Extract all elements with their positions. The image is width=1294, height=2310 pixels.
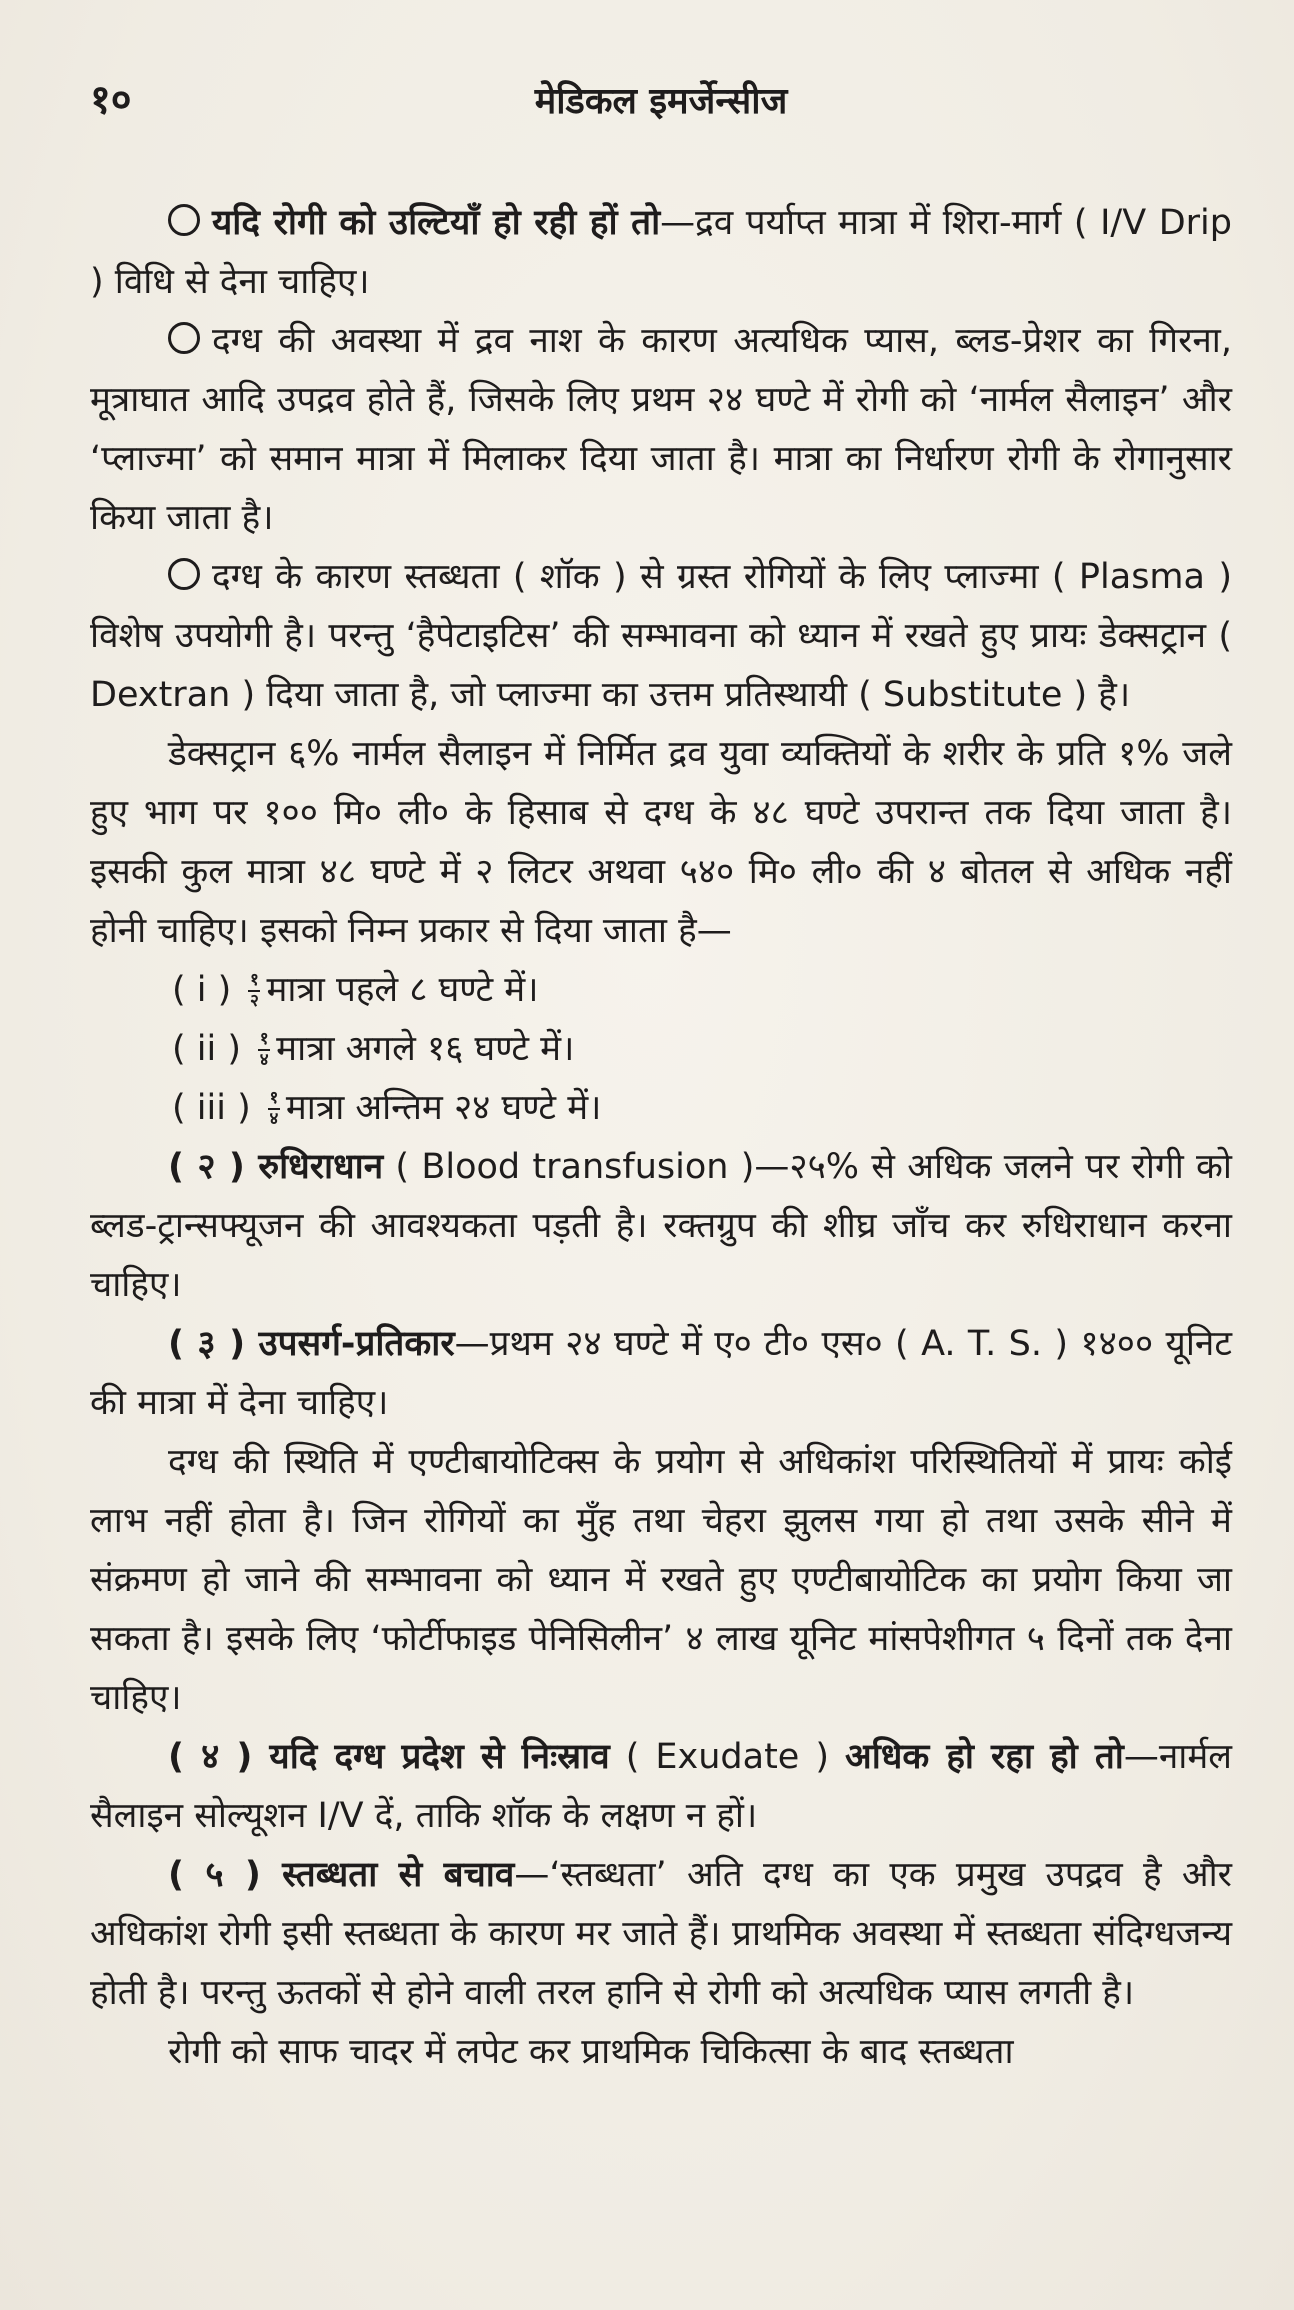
- paragraph-dextran: [90, 725, 1232, 961]
- paragraph-antibiotics: [90, 1433, 1232, 1728]
- fraction-denominator: ४: [269, 1109, 279, 1129]
- section-heading: ( २ ) रुधिराधान: [168, 1147, 384, 1187]
- paragraph-text: दग्ध के कारण स्तब्धता ( शॉक ) से ग्रस्त रोगियों के लिए प्लाज्मा ( Plasma ) विशेष उपयोगी है। परन्तु ‘हैपेटाइटिस’ की सम्भावना को ध्यान में रखते हुए प्रायः डेक्सट्रान ( Dextran ) दिया जाता है, जो प्लाज्मा का उत्तम प्रतिस्थायी ( Substitute ) है।: [90, 557, 1232, 715]
- page-header: [90, 70, 1232, 130]
- paragraph-shock-prevention: [90, 1846, 1232, 2023]
- circle-bullet-icon: [168, 204, 200, 236]
- paragraph-blood-transfusion: [90, 1138, 1232, 1315]
- page-number: १०: [90, 77, 132, 123]
- fraction-numerator: १: [250, 970, 259, 990]
- paragraph-text: डेक्सट्रान ६% नार्मल सैलाइन में निर्मित द्रव युवा व्यक्तियों के शरीर के प्रति १% जले हुए भाग पर १०० मि० ली० के हिसाब से दग्ध के ४८ घण्टे उपरान्त तक दिया जाता है। इसकी कुल मात्रा ४८ घण्टे में २ लिटर अथवा ५४० मि० ली० की ४ बोतल से अधिक नहीं होनी चाहिए। इसको निम्न प्रकार से दिया जाता है—: [90, 734, 1232, 951]
- list-item: [90, 1079, 1232, 1138]
- section-heading-continued: अधिक हो रहा हो तो: [845, 1737, 1124, 1777]
- paragraph-vomiting: [90, 194, 1232, 312]
- paragraph-text: ( Exudate ): [609, 1737, 846, 1777]
- section-heading: ( ४ ) यदि दग्ध प्रदेश से निःस्राव: [168, 1737, 610, 1777]
- section-heading: ( ३ ) उपसर्ग-प्रतिकार: [168, 1324, 455, 1364]
- fraction: [258, 1031, 270, 1069]
- section-heading: ( ५ ) स्तब्धता से बचाव: [168, 1855, 515, 1895]
- list-item-number: ( i ): [172, 970, 232, 1010]
- fraction-numerator: १: [259, 1029, 269, 1049]
- fraction-denominator: २: [250, 991, 259, 1011]
- list-item-number: ( iii ): [172, 1088, 251, 1128]
- running-title: मेडिकल इमर्जेन्सीज: [534, 81, 788, 122]
- paragraph-text: —प्रथम २४ घण्टे में ए० टी० एस० ( A. T. S. ) १४०० यूनिट की मात्रा में देना चाहिए।: [90, 1324, 1232, 1423]
- fraction: [268, 1090, 280, 1128]
- list-item-text: मात्रा अन्तिम २४ घण्टे में।: [285, 1088, 602, 1128]
- paragraph-exudate: [90, 1728, 1232, 1846]
- paragraph-text: —नार्मल सैलाइन सोल्यूशन I/V दें, ताकि शॉक के लक्षण न हों।: [90, 1737, 1232, 1836]
- fraction-denominator: ४: [259, 1050, 269, 1070]
- list-item: [90, 961, 1232, 1020]
- list-item: [90, 1020, 1232, 1079]
- paragraph-text: दग्ध की स्थिति में एण्टीबायोटिक्स के प्रयोग से अधिकांश परिस्थितियों में प्रायः कोई लाभ नहीं होता है। जिन रोगियों का मुँह तथा चेहरा झुलस गया हो तथा उसके सीने में संक्रमण हो जाने की सम्भावना को ध्यान में रखते हुए एण्टीबायोटिक का प्रयोग किया जा सकता है। इसके लिए ‘फोर्टीफाइड पेनिसिलीन’ ४ लाख यूनिट मांसपेशीगत ५ दिनों तक देना चाहिए।: [90, 1442, 1232, 1718]
- list-item-text: मात्रा पहले ८ घण्टे में।: [266, 970, 539, 1010]
- paragraph-infection-control: [90, 1315, 1232, 1433]
- paragraph-text: ( Blood transfusion )—२५% से अधिक जलने पर रोगी को ब्लड-ट्रान्सफ्यूजन की आवश्यकता पड़ती है। रक्तग्रुप की शीघ्र जाँच कर रुधिराधान करना चाहिए।: [90, 1147, 1232, 1305]
- paragraph-fluid-loss: [90, 312, 1232, 548]
- circle-bullet-icon: [168, 558, 200, 590]
- paragraph-text: दग्ध की अवस्था में द्रव नाश के कारण अत्यधिक प्यास, ब्लड-प्रेशर का गिरना, मूत्राघात आदि उपद्रव होते हैं, जिसके लिए प्रथम २४ घण्टे में रोगी को ‘नार्मल सैलाइन’ और ‘प्लाज्मा’ को समान मात्रा में मिलाकर दिया जाता है। मात्रा का निर्धारण रोगी के रोगानुसार किया जाता है।: [90, 321, 1232, 538]
- list-item-text: मात्रा अगले १६ घण्टे में।: [276, 1029, 575, 1069]
- body-text: [90, 194, 1232, 2082]
- fraction: [248, 972, 260, 1010]
- paragraph-text: —द्रव पर्याप्त मात्रा में शिरा-मार्ग ( I/V Drip ) विधि से देना चाहिए।: [90, 203, 1232, 302]
- paragraph-text: रोगी को साफ चादर में लपेट कर प्राथमिक चिकित्सा के बाद स्तब्धता: [168, 2032, 1014, 2072]
- list-item-number: ( ii ): [172, 1029, 242, 1069]
- paragraph-text: —‘स्तब्धता’ अति दग्ध का एक प्रमुख उपद्रव है और अधिकांश रोगी इसी स्तब्धता के कारण मर जाते हैं। प्राथमिक अवस्था में स्तब्धता संदिग्धजन्य होती है। परन्तु ऊतकों से होने वाली तरल हानि से रोगी को अत्यधिक प्यास लगती है।: [90, 1855, 1232, 2013]
- paragraph-lead: यदि रोगी को उल्टियाँ हो रही हों तो: [212, 203, 661, 243]
- paragraph-continuation: [90, 2023, 1232, 2082]
- paragraph-shock-plasma: [90, 548, 1232, 725]
- circle-bullet-icon: [168, 322, 200, 354]
- fraction-numerator: १: [269, 1088, 279, 1108]
